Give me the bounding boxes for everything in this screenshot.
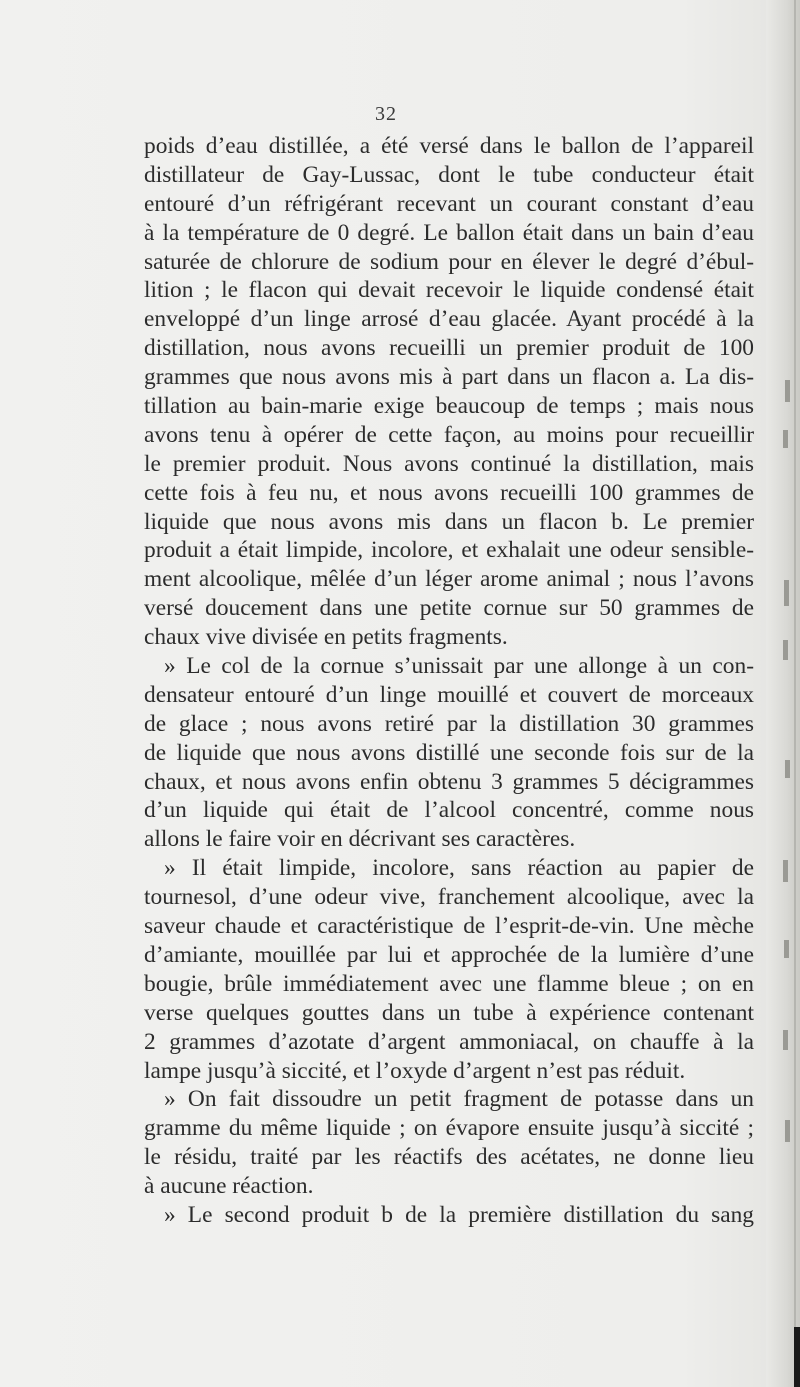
bleed-through-mark	[783, 1030, 788, 1050]
bleed-through-mark	[785, 760, 790, 778]
text-line: de glace ; nous avons retiré par la distillation 30 grammes	[144, 710, 754, 737]
text-line: distillateur de Gay-Lussac, dont le tube conducteur était	[144, 161, 754, 188]
text-line: » Le second produit b de la première distillation du sang	[164, 1201, 754, 1228]
text-line: bougie, brûle immédiatement avec une flamme bleue ; on en	[144, 970, 754, 997]
text-line: à la température de 0 degré. Le ballon était dans un bain d’eau	[144, 219, 754, 246]
page-corner-shadow	[794, 1327, 800, 1387]
text-line: saturée de chlorure de sodium pour en élever le degré d’ébul-	[144, 248, 754, 275]
bleed-through-mark	[784, 940, 789, 958]
text-line: le premier produit. Nous avons continué la distillation, mais	[144, 450, 754, 477]
text-line: distillation, nous avons recueilli un premier produit de 100	[144, 335, 754, 362]
text-line: lition ; le flacon qui devait recevoir le liquide condensé était	[144, 277, 754, 304]
text-line: saveur chaude et caractéristique de l’esprit-de-vin. Une mèche	[144, 913, 754, 940]
page-gutter	[766, 0, 800, 1387]
text-line: liquide que nous avons mis dans un flacon b. Le premier	[144, 508, 754, 535]
text-line: d’un liquide qui était de l’alcool concentré, comme nous	[144, 797, 754, 824]
page-number: 32	[375, 103, 397, 125]
text-line: d’amiante, mouillée par lui et approchée de la lumière d’une	[144, 941, 754, 968]
bleed-through-mark	[783, 640, 788, 660]
text-line: gramme du même liquide ; on évapore ensuite jusqu’à siccité ;	[144, 1115, 754, 1142]
text-line: lampe jusqu’à siccité, et l’oxyde d’argent n’est pas réduit.	[144, 1057, 686, 1084]
text-line: produit a était limpide, incolore, et exhalait une odeur sensible-	[144, 537, 754, 564]
bleed-through-mark	[785, 380, 790, 402]
text-line: densateur entouré d’un linge mouillé et couvert de morceaux	[144, 681, 754, 708]
text-line: chaux vive divisée en petits fragments.	[144, 624, 508, 651]
text-line: à aucune réaction.	[144, 1173, 314, 1200]
text-line: poids d’eau distillée, a été versé dans le ballon de l’appareil	[144, 133, 754, 159]
text-line: tillation au bain-marie exige beaucoup de temps ; mais nous	[144, 393, 754, 420]
bleed-through-mark	[785, 1120, 790, 1142]
text-line: » On fait dissoudre un petit fragment de potasse dans un	[164, 1086, 754, 1113]
text-line: versé doucement dans une petite cornue sur 50 grammes de	[144, 595, 754, 622]
bleed-through-mark	[784, 580, 789, 606]
text-line: cette fois à feu nu, et nous avons recueilli 100 grammes de	[144, 479, 754, 506]
body-text	[144, 132, 754, 1230]
text-line: allons le faire voir en décrivant ses caractères.	[144, 826, 576, 853]
text-line: le résidu, traité par les réactifs des acétates, ne donne lieu	[144, 1144, 754, 1171]
text-line: entouré d’un réfrigérant recevant un courant constant d’eau	[144, 190, 754, 217]
text-line: tournesol, d’une odeur vive, franchement alcoolique, avec la	[144, 884, 754, 911]
text-line: 2 grammes d’azotate d’argent ammoniacal, on chauffe à la	[144, 1028, 754, 1055]
text-line: de liquide que nous avons distillé une seconde fois sur de la	[144, 739, 754, 766]
binding-edge	[794, 0, 796, 1387]
bleed-through-mark	[783, 430, 788, 448]
text-line: enveloppé d’un linge arrosé d’eau glacée. Ayant procédé à la	[144, 306, 754, 333]
text-line: ment alcoolique, mêlée d’un léger arome animal ; nous l’avons	[144, 566, 754, 593]
text-line: chaux, et nous avons enfin obtenu 3 grammes 5 décigrammes	[144, 768, 754, 795]
text-line: » Le col de la cornue s’unissait par une allonge à un con-	[164, 653, 754, 680]
bleed-through-mark	[783, 860, 788, 882]
text-line: grammes que nous avons mis à part dans un flacon a. La dis-	[144, 364, 754, 391]
text-line: avons tenu à opérer de cette façon, au moins pour recueillir	[144, 421, 754, 448]
text-line: verse quelques gouttes dans un tube à expérience contenant	[144, 999, 754, 1026]
text-line: » Il était limpide, incolore, sans réaction au papier de	[164, 855, 754, 882]
